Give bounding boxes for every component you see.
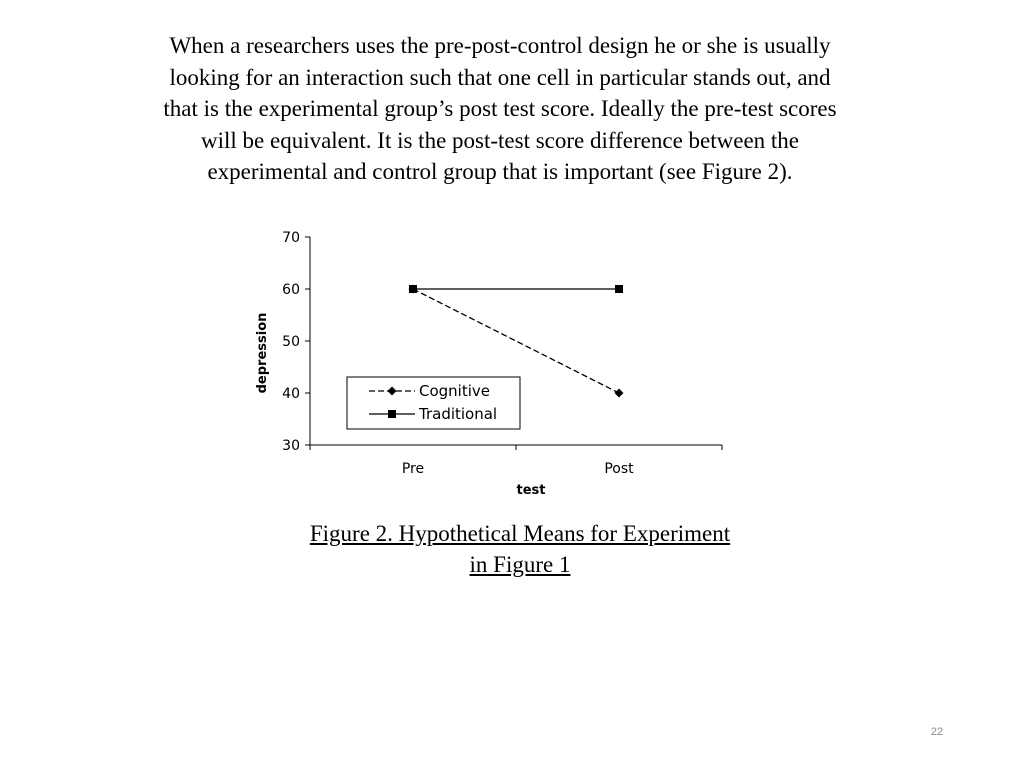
x-tick-label: Pre <box>401 461 425 477</box>
body-line: that is the experimental group’s post test score. Ideally the pre-test scores <box>163 96 837 121</box>
body-line: experimental and control group that is important (see Figure 2). <box>207 159 793 184</box>
data-point-traditional <box>409 285 417 293</box>
y-tick-label: 40 <box>282 386 300 402</box>
page-number: 22 <box>930 726 944 738</box>
legend-label-cognitive: Cognitive <box>419 382 491 400</box>
caption-line-1: Figure 2. Hypothetical Means for Experiment <box>309 521 731 546</box>
figure-caption <box>270 518 770 580</box>
body-line: will be equivalent. It is the post-test score difference between the <box>201 127 799 153</box>
data-point-cognitive <box>615 389 624 398</box>
caption-line-2: in Figure 1 <box>469 552 571 577</box>
depression-line-chart <box>230 222 750 507</box>
data-point-traditional <box>615 285 623 293</box>
y-tick-label: 60 <box>282 282 300 298</box>
body-line: looking for an interaction such that one cell in particular stands out, and <box>169 64 831 90</box>
body-paragraph <box>100 30 900 188</box>
legend-label-traditional: Traditional <box>419 405 498 423</box>
chart-svg <box>230 222 750 507</box>
y-tick-label: 30 <box>282 438 300 454</box>
body-line: When a researchers uses the pre-post-control design he or she is usually <box>169 33 831 58</box>
y-axis-title: depression <box>255 312 270 394</box>
legend-marker-traditional <box>388 410 396 418</box>
x-axis-title: test <box>516 483 546 498</box>
x-tick-label: Post <box>604 461 634 477</box>
y-tick-label: 70 <box>282 230 300 246</box>
y-tick-label: 50 <box>282 334 300 350</box>
